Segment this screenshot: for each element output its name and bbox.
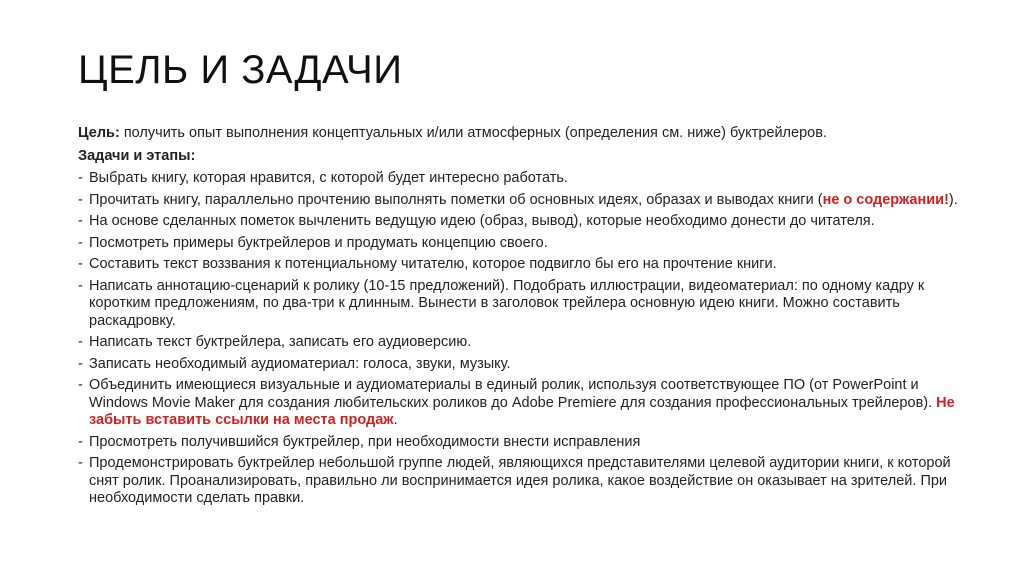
task-tail-text: ). (948, 191, 958, 208)
bullet-dash: - (78, 355, 83, 372)
task-text: Прочитать книгу, параллельно прочтению выполнять пометки об основных идеях, образах и выводах книги ( (89, 191, 823, 208)
task-item (78, 434, 958, 452)
tasks-heading: Задачи и этапы: (78, 147, 196, 164)
task-text: Составить текст воззвания к потенциальному читателю, которое подвигло бы его на прочтение книги. (89, 256, 777, 272)
task-text: Записать необходимый аудиоматериал: голоса, звуки, музыку. (89, 355, 511, 372)
task-item (78, 213, 958, 231)
task-text: Выбрать книгу, которая нравится, с которой будет интересно работать. (89, 170, 568, 186)
bullet-dash: - (78, 213, 83, 229)
task-item (78, 377, 958, 430)
bullet-dash: - (78, 256, 83, 272)
goal-paragraph (78, 125, 958, 143)
task-text: Написать аннотацию-сценарий к ролику (10-15 предложений). Подобрать иллюстрации, видеоматериал: по одному кадру к коротким предложениям, по два-три к длинным. Вынести в заголовок трейлера основную идею книги. Можно составить раскадровку. (89, 277, 925, 329)
task-text: На основе сделанных пометок вычленить ведущую идею (образ, вывод), которые необходимо донести до читателя. (89, 213, 875, 229)
bullet-dash: - (78, 234, 83, 251)
task-tail-text: . (393, 412, 398, 428)
task-accent-text: не о содержании! (822, 191, 949, 208)
bullet-dash: - (78, 334, 83, 350)
goal-text: получить опыт выполнения концептуальных и/или атмосферных (определения см. ниже) буктрейлеров. (119, 125, 827, 141)
task-text: Написать текст буктрейлера, записать его аудиоверсию. (89, 334, 472, 350)
goal-label: Цель: (78, 125, 120, 141)
bullet-dash: - (78, 170, 83, 186)
slide-title: ЦЕЛЬ И ЗАДАЧИ (78, 48, 403, 92)
bullet-dash: - (78, 277, 83, 294)
bullet-dash: - (78, 377, 83, 393)
task-text: Продемонстрировать буктрейлер небольшой группе людей, являющихся представителями целевой аудитории книги, к которой снят ролик. Проанализировать, правильно ли воспринимается идея ролика, какое воздействие он оказывает на зрителей. При необходимости сделать правки. (89, 455, 951, 506)
task-text: Просмотреть получившийся буктрейлер, при необходимости внести исправления (89, 433, 641, 450)
slide-content (78, 125, 958, 512)
task-item (78, 192, 958, 210)
task-text: Объединить имеющиеся визуальные и аудиоматериалы в единый ролик, используя соответствующее ПО (от PowerPoint и Windows Movie Maker для создания любительских роликов до Adobe Premiere для создания профессиональных трейлеров). (89, 377, 937, 411)
task-item (78, 278, 958, 331)
bullet-dash: - (78, 191, 83, 208)
tasks-list (78, 170, 958, 508)
task-item (78, 334, 958, 352)
bullet-dash: - (78, 455, 83, 471)
task-item (78, 455, 958, 508)
task-item (78, 170, 958, 188)
bullet-dash: - (78, 433, 83, 450)
task-item (78, 235, 958, 253)
task-accent-text: Не забыть вставить ссылки на места продаж (89, 394, 955, 428)
task-text: Посмотреть примеры буктрейлеров и продумать концепцию своего. (89, 234, 548, 251)
task-item (78, 356, 958, 374)
task-item (78, 256, 958, 274)
